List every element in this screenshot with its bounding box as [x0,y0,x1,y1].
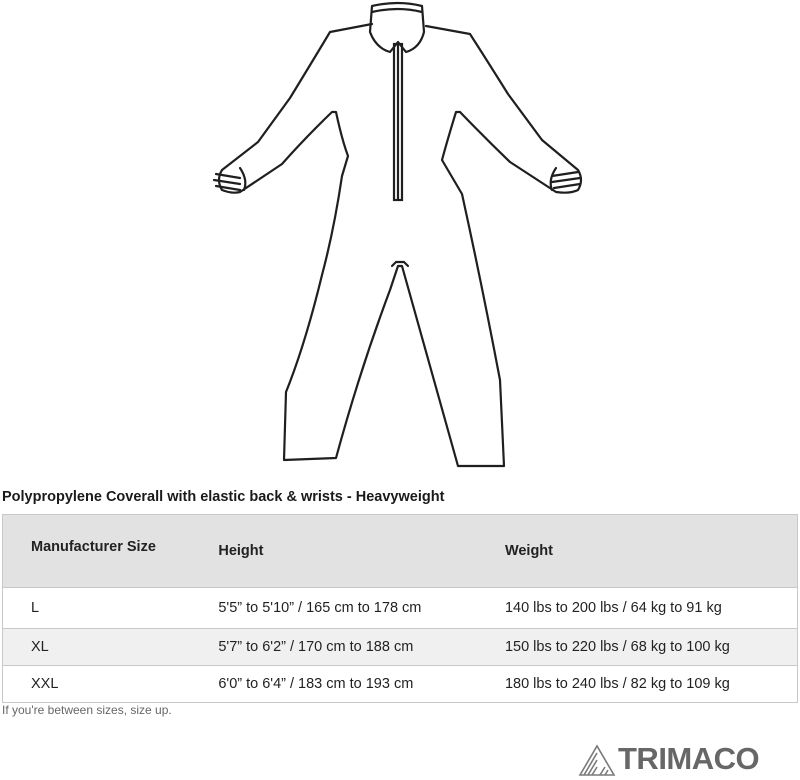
coverall-illustration [200,0,600,475]
weight-cell: 140 lbs to 200 lbs / 64 kg to 91 kg [477,588,798,629]
height-cell: 5'5” to 5'10” / 165 cm to 178 cm [190,588,477,629]
height-cell: 6'0” to 6'4” / 183 cm to 193 cm [190,666,477,703]
weight-cell: 150 lbs to 220 lbs / 68 kg to 100 kg [477,629,798,666]
table-header-row [3,515,798,588]
table-row [3,588,798,629]
triangle-logo-icon [578,744,616,776]
header-manufacturer-size: Manufacturer Size [3,515,191,588]
trimaco-logo [578,738,800,780]
size-cell: L [3,588,191,629]
height-cell: 5'7” to 6'2” / 170 cm to 188 cm [190,629,477,666]
table-row [3,629,798,666]
product-title: Polypropylene Coverall with elastic back & wrists - Heavyweight [2,489,445,505]
table-row [3,666,798,703]
size-cell: XXL [3,666,191,703]
size-chart-table [2,514,798,703]
header-weight: Weight [477,515,798,588]
sizing-footnote: If you're between sizes, size up. [2,703,172,717]
brand-name: TRIMACO [618,741,760,776]
size-cell: XL [3,629,191,666]
weight-cell: 180 lbs to 240 lbs / 82 kg to 109 kg [477,666,798,703]
header-height: Height [190,515,477,588]
